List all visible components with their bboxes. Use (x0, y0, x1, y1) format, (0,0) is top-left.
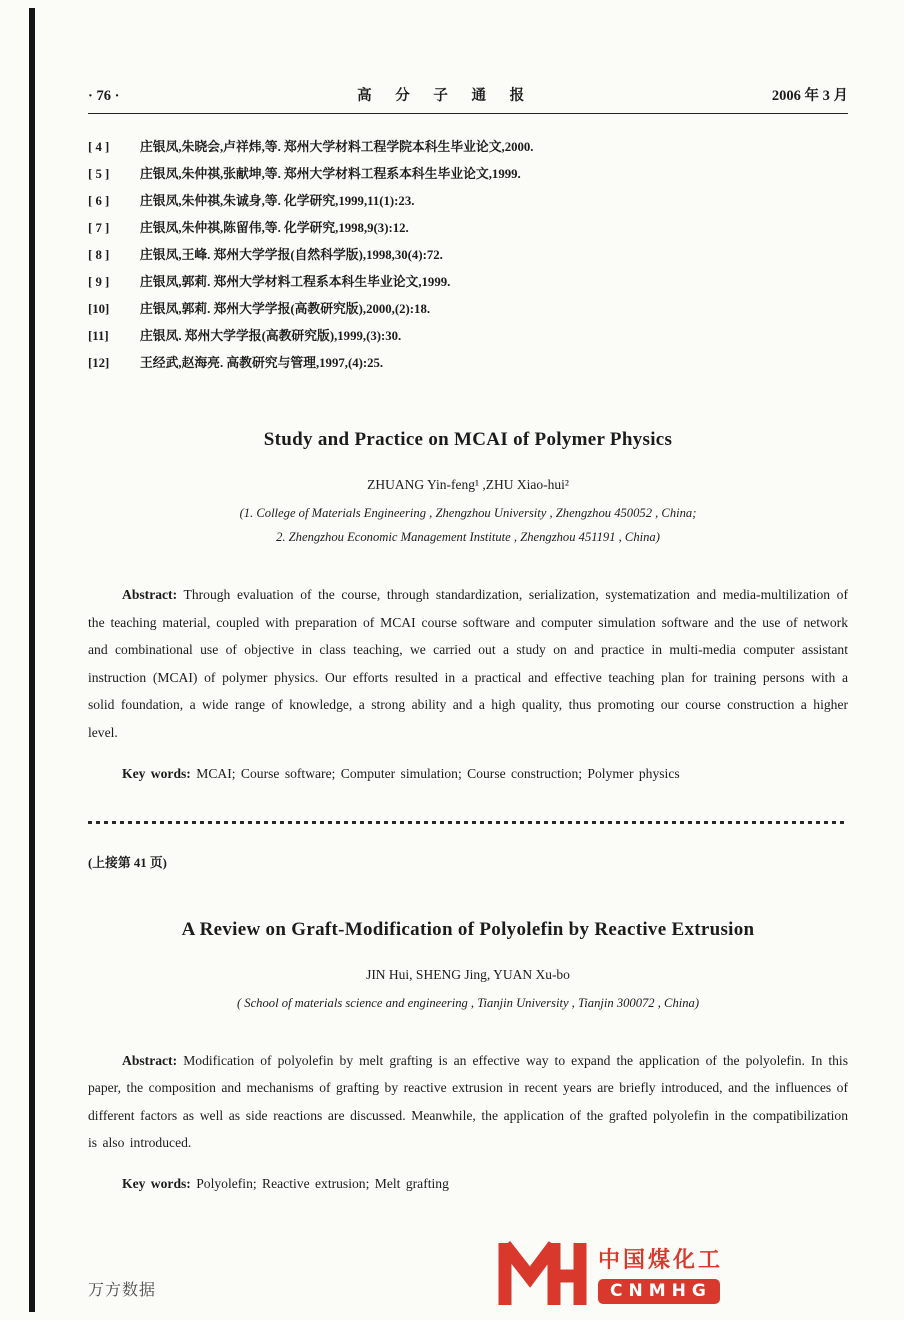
reference-item (88, 269, 848, 296)
reference-text: 庄银凤,朱晓会,卢祥炜,等. 郑州大学材料工程学院本科生毕业论文,2000. (140, 140, 534, 154)
affiliation-line: 2. Zhengzhou Economic Management Institute , Zhengzhou 451191 , China) (276, 530, 660, 544)
article-authors: JIN Hui, SHENG Jing, YUAN Xu-bo (366, 966, 570, 982)
scan-edge-artifact (29, 8, 35, 1312)
journal-title: 高 分 子 通 报 (357, 88, 535, 104)
reference-item (88, 161, 848, 188)
wanfang-watermark: 万方数据 (88, 1280, 157, 1299)
reference-item (88, 134, 848, 161)
reference-text: 庄银凤,朱仲祺,陈留伟,等. 化学研究,1998,9(3):12. (140, 221, 409, 235)
reference-item (88, 323, 848, 350)
issue-date: 2006 年 3 月 (771, 88, 848, 104)
cnmhg-logo-text (598, 1243, 723, 1304)
reference-label: [ 5 ] (88, 167, 110, 181)
cnmhg-logo-icon (496, 1239, 588, 1307)
article-title: A Review on Graft-Modification of Polyolefin by Reactive Extrusion (181, 918, 755, 940)
abstract-text: Through evaluation of the course, through standardization, serialization, systematization and media-multilization of the teaching material, coupled with preparation of MCAI course software and computer simulation software and the use of network and combinational use of objective in class teaching, we carried out a study on and practice in multi-media computer assistant instruction (MCAI) of polymer physics. Our efforts resulted in a practical and effective teaching plan for training persons with a solid foundation, a wide range of knowledge, a strong ability and a high quality, thus promoting our course construction a higher level. (88, 587, 848, 740)
keywords-label: Key words: (122, 1176, 191, 1192)
abstract-text: Modification of polyolefin by melt grafting is an effective way to expand the application of the polyolefin. In this paper, the composition and mechanisms of grafting by reactive extrusion in recent years are briefly introduced, and the influences of different factors as well as side reactions are discussed. Meanwhile, the application of the grafted polyolefin in the compatibilization is also introduced. (88, 1052, 848, 1151)
reference-item (88, 350, 848, 377)
reference-label: [ 7 ] (88, 221, 110, 235)
article-1 (88, 429, 848, 787)
reference-label: [10] (88, 302, 110, 316)
affiliation-line: ( School of materials science and engineering , Tianjin University , Tianjin 300072 , China) (236, 995, 700, 1010)
section-separator (88, 821, 848, 824)
reference-text: 庄银凤,朱仲祺,朱诚身,等. 化学研究,1999,11(1):23. (140, 194, 415, 208)
reference-text: 庄银凤,朱仲祺,张献坤,等. 郑州大学材料工程系本科生毕业论文,1999. (140, 167, 521, 181)
reference-text: 庄银凤,郭莉. 郑州大学材料工程系本科生毕业论文,1999. (140, 275, 451, 289)
journal-header (88, 84, 848, 114)
reference-label: [ 4 ] (88, 140, 110, 154)
reference-label: [ 8 ] (88, 248, 110, 262)
article-keywords (88, 1170, 848, 1197)
article-keywords (88, 760, 848, 787)
reference-text: 庄银凤,王峰. 郑州大学学报(自然科学版),1998,30(4):72. (140, 248, 443, 262)
reference-item (88, 242, 848, 269)
continuation-note: (上接第 41 页) (88, 855, 167, 870)
abstract-label: Abstract: (122, 587, 178, 602)
reference-text: 庄银凤. 郑州大学学报(高教研究版),1999,(3):30. (140, 329, 402, 343)
article-title: Study and Practice on MCAI of Polymer Physics (263, 429, 673, 450)
page-number: · 76 · (88, 88, 120, 104)
reference-label: [ 9 ] (88, 275, 110, 289)
references-list (88, 134, 848, 377)
abstract-label: Abstract: (122, 1052, 178, 1068)
reference-item (88, 296, 848, 323)
reference-label: [ 6 ] (88, 194, 110, 208)
reference-item (88, 188, 848, 215)
reference-label: [11] (88, 329, 109, 343)
reference-item (88, 215, 848, 242)
article-abstract (88, 1047, 848, 1157)
reference-text: 王经武,赵海亮. 高教研究与管理,1997,(4):25. (140, 356, 384, 370)
cnmhg-logo-en-text: CNMHG (598, 1279, 720, 1304)
article-2 (88, 919, 848, 1198)
cnmhg-logo (496, 1239, 848, 1307)
cnmhg-logo-cn-text: 中国煤化工 (598, 1247, 724, 1273)
article-abstract (88, 581, 848, 746)
keywords-text: MCAI; Course software; Computer simulation; Course construction; Polymer physics (196, 765, 680, 781)
reference-label: [12] (88, 356, 110, 370)
reference-text: 庄银凤,郭莉. 郑州大学学报(高教研究版),2000,(2):18. (140, 302, 431, 316)
article-authors: ZHUANG Yin-feng¹ ,ZHU Xiao-hui² (367, 477, 569, 492)
page-content (88, 84, 848, 1307)
keywords-text: Polyolefin; Reactive extrusion; Melt grafting (196, 1176, 449, 1192)
article-affiliations (88, 991, 848, 1015)
keywords-label: Key words: (122, 765, 191, 781)
article-affiliations (88, 501, 848, 549)
affiliation-line: (1. College of Materials Engineering , Zhengzhou University , Zhengzhou 450052 , China; (239, 506, 697, 520)
